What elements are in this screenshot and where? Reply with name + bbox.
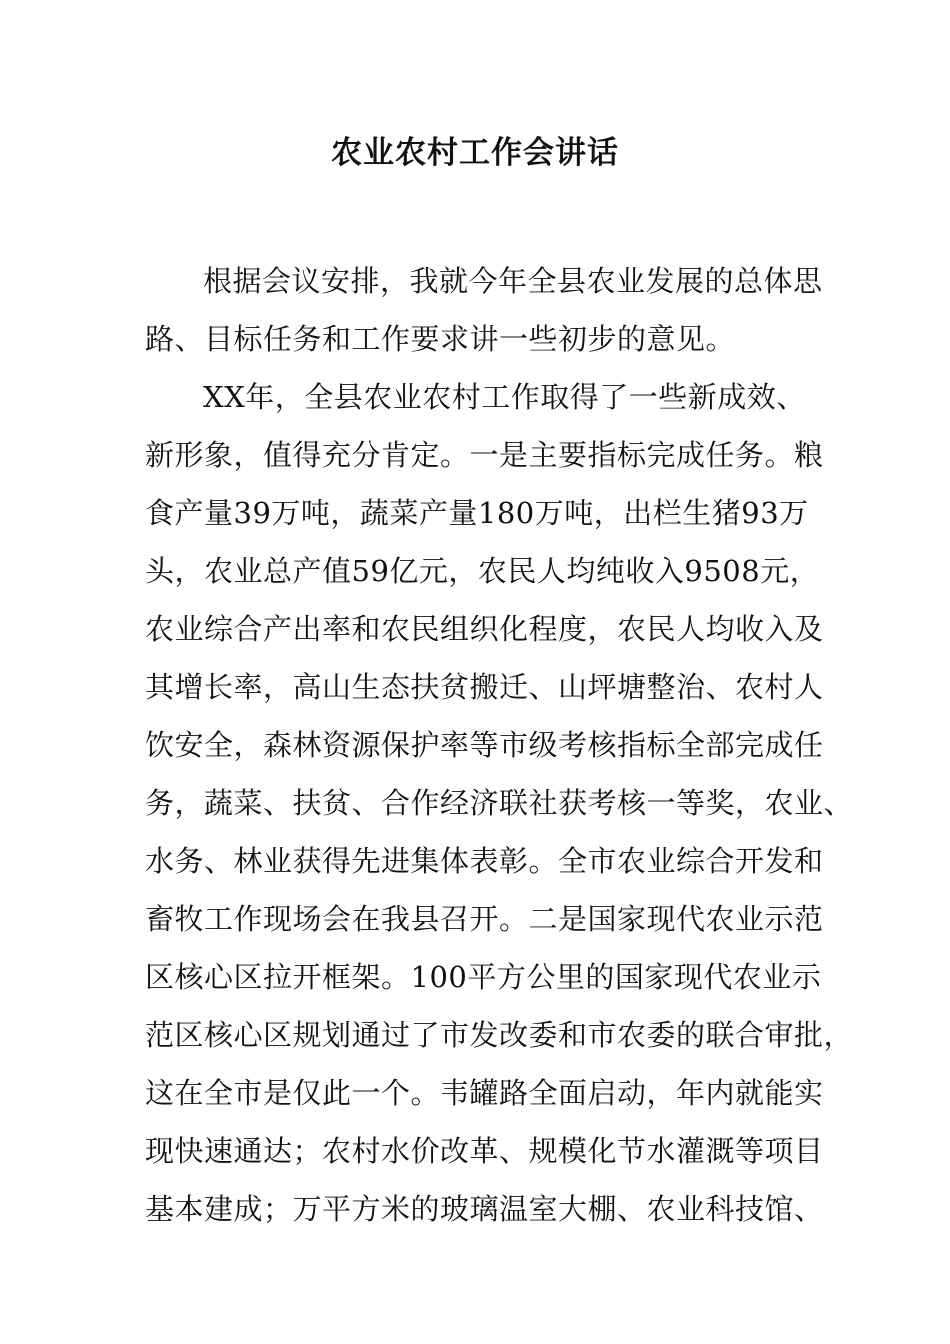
document-title: 农业农村工作会讲话	[331, 135, 619, 171]
paragraph-line: 现快速通达；农村水价改革、规模化节水灌溉等项目	[145, 1134, 824, 1168]
paragraph-line: XX年，全县农业农村工作取得了一些新成效、	[203, 380, 806, 414]
paragraph-line: 根据会议安排，我就今年全县农业发展的总体思	[203, 264, 823, 298]
paragraph-line: 新形象，值得充分肯定。一是主要指标完成任务。粮	[145, 438, 824, 472]
paragraph-line: 区核心区拉开框架。100平方公里的国家现代农业示	[145, 960, 822, 994]
paragraph-line: 范区核心区规划通过了市发改委和市农委的联合审批，	[145, 1018, 854, 1052]
paragraph-line: 务，蔬菜、扶贫、合作经济联社获考核一等奖，农业、	[145, 786, 854, 820]
paragraph-line: 基本建成；万平方米的玻璃温室大棚、农业科技馆、	[145, 1192, 824, 1226]
paragraph-line: 路、目标任务和工作要求讲一些初步的意见。	[145, 322, 736, 356]
paragraph-line: 这在全市是仅此一个。韦罐路全面启动，年内就能实	[145, 1076, 824, 1110]
paragraph-line: 农业综合产出率和农民组织化程度，农民人均收入及	[145, 612, 824, 646]
paragraph-line: 水务、林业获得先进集体表彰。全市农业综合开发和	[145, 844, 824, 878]
paragraph-line: 其增长率，高山生态扶贫搬迁、山坪塘整治、农村人	[145, 670, 824, 704]
paragraph-line: 畜牧工作现场会在我县召开。二是国家现代农业示范	[145, 902, 824, 936]
paragraph-line: 头，农业总产值59亿元，农民人均纯收入9508元，	[145, 554, 820, 588]
paragraph-line: 食产量39万吨，蔬菜产量180万吨，出栏生猪93万	[145, 496, 809, 530]
paragraph-line: 饮安全，森林资源保护率等市级考核指标全部完成任	[145, 728, 824, 762]
